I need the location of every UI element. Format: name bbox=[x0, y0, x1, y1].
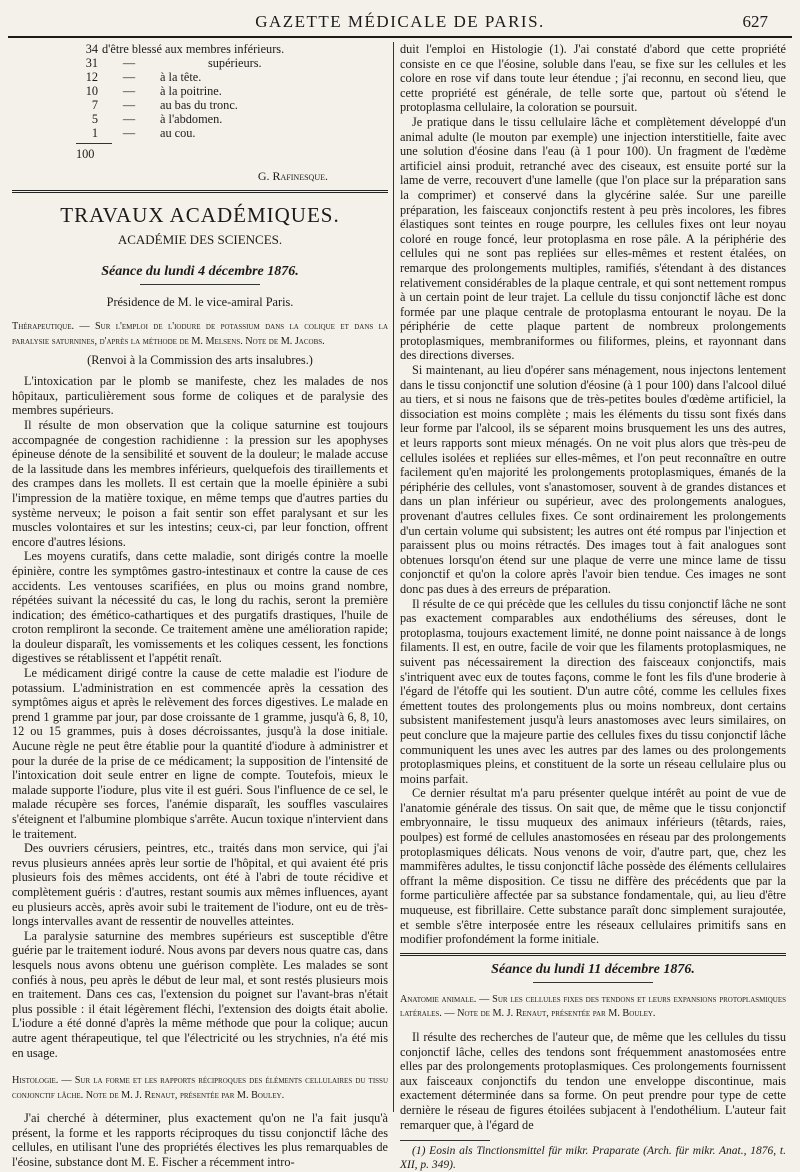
section-title: TRAVAUX ACADÉMIQUES. bbox=[60, 203, 340, 227]
column-divider bbox=[393, 42, 394, 1112]
article-heading: Histologie. — Sur la forme et les rapports réciproques des éléments cellulaires du tissu conjonctif lâche. Note de M. J. Renaut, présentée par M. Bouley. bbox=[12, 1075, 388, 1101]
article-paragraph: duit l'emploi en Histologie (1). J'ai constaté d'abord que cette propriété consiste en ce que l'éosine, soluble dans l'eau, se fixe sur les cellules et les colore en rose vif dans toute leur étendue ; j'ai reconnu, en second lieu, que cette propriété est générale, de telle sorte que, partout où s'étend le protoplasma cellulaire, la coloration se poursuit. bbox=[400, 42, 786, 115]
section-rule bbox=[400, 953, 786, 956]
author-signature: G. Rafinesque. bbox=[257, 169, 328, 183]
article-paragraph: Les moyens curatifs, dans cette maladie, sont dirigés contre la moelle épinière, contre les symptômes gastro-intestinaux et contre la cause de ces accidents. Les ventouses scarifiées, en plus ou moins grand nombre, répétées suivant la nécessité du cas, le long du rachis, seront la première indication; des émético-cathartiques et des purgatifs drastiques, l'huile de croton rempliront la seconde. Ce traitement amène une amélioration rapide; la douleur disparaît, les vomissements et les coliques cessent, les fonctions digestives se rétablissent et l'appétit renaît. bbox=[12, 549, 388, 666]
injury-statistics bbox=[76, 42, 388, 161]
stats-row: 12 — à la tête. bbox=[85, 70, 202, 84]
page-header bbox=[8, 8, 792, 38]
right-column bbox=[400, 42, 786, 1171]
article-paragraph: Il résulte des recherches de l'auteur que, de même que les cellules du tissu conjonctif lâche, celles des tendons sont fréquemment anastomosées entre elles par des prolongements protoplasmiques. Ces prolongements fournissent aux faisceaux conjonctifs du tendon une enveloppe discontinue, mais exactement déterminée dans sa forme. On peut prendre pour type de cette dernière le réseau de figures étoilées subjacent à l'endothélium. L'auteur fait remarquer que, à l'égard de bbox=[400, 1030, 786, 1132]
academy-title: ACADÉMIE DES SCIENCES. bbox=[117, 232, 283, 247]
article-paragraph: L'intoxication par le plomb se manifeste, chez les malades de nos hôpitaux, particulièrement sous forme de coliques et de paralysie des membres supérieurs. bbox=[12, 374, 388, 418]
article-heading: Thérapeutique. — Sur l'emploi de l'iodure de potassium dans la colique et dans la paralysie saturnines, d'après la méthode de M. Melsens. Note de M. Jacobs. bbox=[12, 321, 388, 347]
stats-row: 1 — au cou. bbox=[91, 126, 196, 140]
article-paragraph: J'ai cherché à déterminer, plus exactement qu'on ne l'a fait jusqu'à présent, la forme et les rapports réciproques du tissu conjonctif lâche des cellules, en utilisant l'une des propriétés électives les plus remarquables de l'éosine, substance dont M. E. Fischer a récemment intro- bbox=[12, 1111, 388, 1170]
stats-total: 100 bbox=[76, 143, 112, 161]
article-referral: (Renvoi à la Commission des arts insalubres.) bbox=[87, 353, 313, 368]
stats-row: 10 — à la poitrine. bbox=[85, 84, 222, 98]
article-paragraph: Si maintenant, au lieu d'opérer sans ménagement, nous injectons lentement dans le tissu conjonctif une solution d'éosine (à 1 pour 100) dans l'alcool dilué au tiers, et si nous ne faisons que de très-petites boules d'œdème artificiel, la dissociation est moins complète ; mais les éléments du tissu sont fixés dans leur forme par l'alcool, ils se séparent moins brusquement les uns des autres, et leurs rapports sont mieux ménagés. On ne voit plus alors que très-peu de cellules isolées et repliées sur elles-mêmes, et l'on peut reconnaître en outre facilement qu'en majorité les prolongements protoplasmiques, émanés de la périphérie des cellules, vont s'anastomoser, souvent à de grandes distances et dans un plan inférieur ou supérieur, avec des prolongements analogues, provenant d'autres cellules fixes. Ce sont ordinairement les prolongements d'un certain volume qui subsistent; les autres ont été rompus par l'injection et paraissent plus ou moins rétractés. Des images tout à fait analogues sont obtenues lorsqu'on étend sur une plaque de verre une mince lame de tissu conjonctif et qu'on la colore après l'avoir bien tendue. Ces images ne sont donc pas dues à des erreurs de préparation. bbox=[400, 363, 786, 596]
seance-title: Séance du lundi 4 décembre 1876. bbox=[101, 264, 299, 279]
stats-row: 34 d'être blessé aux membres inférieurs. bbox=[85, 42, 285, 56]
article-heading: Anatomie animale. — Sur les cellules fixes des tendons et leurs expansions protoplasmiques latérales. — Note de M. J. Renaut, présentée par M. Bouley. bbox=[400, 993, 786, 1020]
article-paragraph: Le médicament dirigé contre la cause de cette maladie est l'iodure de potassium. L'administration en est commencée après la cessation des symptômes aigus et après le relèvement des forces digestives. Le malade en prend 1 gramme par jour, par dose croissante de 1 gramme, jusqu'à 6, 8, 10, 12 ou 15 grammes, puis à doses décroissantes, jusqu'à la dose initiale. Aucune règle ne peut être établie pour la quantité d'iodure à administrer et pour la durée de la prise de ce médicament; la supposition de l'intensité de l'intoxication doit seule entrer en ligne de compte. Toutefois, mieux le malade supporte l'iodure, plus vite il est guéri. Sous l'influence de ce sel, le malade récupère ses forces, l'anémie disparaît, les souffles vasculaires s'éteignent et l'albumine plombique s'arrête. Aucun toxique n'intervient dans le traitement. bbox=[12, 666, 388, 841]
article-paragraph: Il résulte de mon observation que la colique saturnine est toujours accompagnée de congestion rachidienne : la pression sur les apophyses épineuse dénote de la sensibilité et souvent de la douleur; le malade accuse de la lassitude dans les membres inférieurs, quelquefois des tiraillements et des crampes dans les mollets. Il est certain que la moelle épinière a subi l'impression de la matière toxique, en même temps que d'autres parties du système nerveux; le poison a fait sentir son effet paralysant et sur les muscles volontaires et sur les intestins; ceux-ci, par leur fonction, offrent encore d'autres lésions. bbox=[12, 417, 388, 549]
article-paragraph: Ce dernier résultat m'a paru présenter quelque intérêt au point de vue de l'anatomie générale des tissus. On sait que, de même que le tissu conjonctif embryonnaire, le tissu muqueux des animaux inférieurs (têtards, raies, poulpes) est formé de cellules anastomosées en réseau par des prolongements protoplasmiques délicats. Nous venons de voir, d'autre part, que, chez les mammifères adultes, le tissu conjonctif lâche possède des éléments cellulaires offrant la même disposition. Ce tissu ne diffère des précédents que par la forme particulière affectée par sa substance fondamentale, qui, au lieu d'être muqueuse, est fibrillaire. Cette substance paraît donc simplement surajoutée, et semble s'être interposée entre les réseaux cellulaires primitifs sans en modifier profondément la forme initiale. bbox=[400, 786, 786, 947]
stats-row: 31 — supérieurs. bbox=[85, 56, 262, 70]
seance-rule bbox=[533, 982, 653, 983]
footnote-rule bbox=[400, 1140, 490, 1141]
seance-rule bbox=[140, 284, 260, 285]
left-column bbox=[12, 42, 388, 1170]
section-rule bbox=[12, 190, 388, 193]
page-number: 627 bbox=[742, 12, 768, 31]
footnote: (1) Eosin als Tinctionsmittel für mikr. Praparate (Arch. für mikr. Anat., 1876, t. XII, p. 349). bbox=[400, 1145, 786, 1171]
article-paragraph: Il résulte de ce qui précède que les cellules du tissu conjonctif lâche ne sont pas exactement comparables aux endothéliums des séreuses, dont le protoplasma, toujours exactement limité, ne donne point naissance à de longs filaments. Il est, en outre, facile de voir que les filaments protoplasmiques, ne suivent pas nécessairement la direction des faisceaux conjonctifs, mais s'intriquent avec eux de toutes façons, comme le font les fils d'une broderie à l'égard de l'étoffe qui les soutient. D'un autre côté, comme les cellules fixes émettent toutes des prolongements plus ou moins nombreux, dont certains subsistent manifestement jusqu'à leurs anastomoses avec leurs similaires, on peut conclure que la majeure partie des cellules fixes du tissu conjonctif lâche communiquent les unes avec les autres par des lames ou des prolongements protoplasmiques pleins, et constituent de la sorte un réseau cellulaire plus ou moins parfait. bbox=[400, 596, 786, 786]
article-paragraph: Je pratique dans le tissu cellulaire lâche et complètement développé d'un animal adulte (le mouton par exemple) une injection interstitielle, faite avec une solution d'éosine dans l'eau (à 1 pour 100). Un fragment de l'œdème artificiel ainsi produit, retranché avec des ciseaux, est ensuite porté sur la lame de verre, recouvert d'une lamelle (que l'on place sur la préparation sans la comprimer) et conservé dans la glycérine salée. Sur une pareille préparation, les faisceaux conjonctifs restent à peu près incolores, les fibres élastiques sont teintes en rouge pourpre, les cellules fixes ont leur noyau coloré en rouge foncé, leur protoplasma en rose pâle. A la périphérie des cellules qui ne sont pas repliées sur elles-mêmes et restent étalées, on remarque des prolongements multiples, ramifiés, s'étendant à des distances relativement considérables de la plaque centrale, et qui sont nettement rompus à un certain point de leur trajet. La cellule du tissu conjonctif lâche est donc formée par une plaque centrale de protoplasma entourant le noyau. De la périphérie de cette plaque partent de nombreux prolongements protoplasmiques, membraniformes ou filiformes, pleins, et rayonnant dans des directions diverses. bbox=[400, 114, 786, 363]
stats-row: 7 — au bas du tronc. bbox=[91, 98, 238, 112]
presidence-line: Présidence de M. le vice-amiral Paris. bbox=[106, 295, 294, 309]
journal-title: GAZETTE MÉDICALE DE PARIS. bbox=[255, 12, 545, 31]
article-paragraph: La paralysie saturnine des membres supérieurs est susceptible d'être guérie par le traitement ioduré. Nous avons par devers nous quatre cas, dans lesquels nous avons obtenu une guérison complète. Les malades se sont confiés à nous, peu après le début de leur mal, et sont restés plusieurs mois en traitement. Dans ces cas, l'extension du poignet sur l'avant-bras n'était plus possible : il était légèrement fléchi, l'extension des doigts était abolie. L'iodure a été donné d'après la même méthode que pour la colique; aucun autre agent thérapeutique, tel que l'électricité ou les strychnies, n'a été mis en usage. bbox=[12, 928, 388, 1060]
stats-row: 5 — à l'abdomen. bbox=[91, 112, 223, 126]
seance-title: Séance du lundi 11 décembre 1876. bbox=[491, 961, 695, 977]
article-paragraph: Des ouvriers cérusiers, peintres, etc., traités dans mon service, qui j'ai revus plusieurs années après leur sortie de l'hôpital, et qui avaient été pris plusieurs fois des mêmes accidents, ont été à l'abri de toute récidive et complètement guéris : d'autres, restant soumis aux mêmes influences, ayant eu plusieurs accès, après avoir subi le traitement de l'iodure, ont eu de très-longs intervalles avant de ressentir de nouvelles atteintes. bbox=[12, 841, 388, 929]
